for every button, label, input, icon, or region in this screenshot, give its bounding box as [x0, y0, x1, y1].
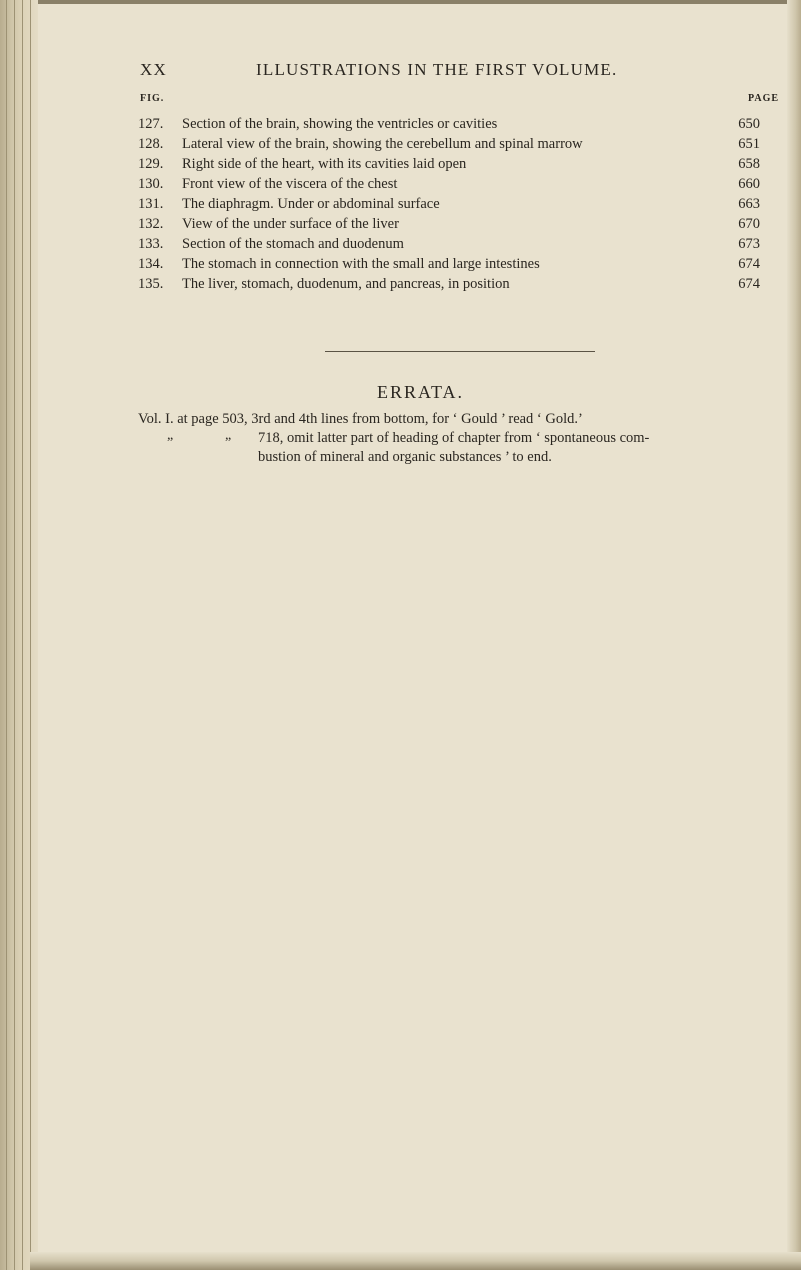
spine-line [22, 0, 23, 1270]
figure-number: 133. [138, 236, 164, 252]
figure-title: Lateral view of the brain, showing the cerebellum and spinal marrow [182, 136, 583, 152]
figure-title: Front view of the viscera of the chest [182, 176, 398, 192]
fig-column-heading: FIG. [140, 93, 165, 104]
figure-number: 132. [138, 216, 164, 232]
ditto-mark: „ [167, 428, 174, 443]
figure-title: The diaphragm. Under or abdominal surface [182, 196, 440, 212]
list-item [138, 116, 760, 136]
page-ref: 660 [738, 176, 760, 192]
page-ref: 674 [738, 256, 760, 272]
ditto-mark: „ [225, 428, 232, 443]
list-item [138, 136, 760, 156]
list-item [138, 256, 760, 276]
page-ref: 663 [738, 196, 760, 212]
page-ref: 673 [738, 236, 760, 252]
list-item [138, 276, 760, 296]
figure-number: 127. [138, 116, 164, 132]
figure-number: 134. [138, 256, 164, 272]
figure-title: View of the under surface of the liver [182, 216, 399, 232]
page-column-heading: PAGE [748, 93, 780, 104]
figure-number: 130. [138, 176, 164, 192]
figure-title: Right side of the heart, with its cavities laid open [182, 156, 467, 172]
list-item [138, 196, 760, 216]
page-ref: 651 [738, 136, 760, 152]
errata-line: 718, omit latter part of heading of chapter from ‘ spontaneous com- [258, 430, 650, 446]
figure-title: Section of the stomach and duodenum [182, 236, 404, 252]
list-item [138, 216, 760, 236]
page-right-edge [787, 0, 801, 1270]
page-ref: 674 [738, 276, 760, 292]
page-ref: 670 [738, 216, 760, 232]
page-bottom-edge [30, 1252, 801, 1270]
page-number: XX [140, 60, 167, 79]
list-item [138, 176, 760, 196]
page-ref: 650 [738, 116, 760, 132]
errata-line: Vol. I. at page 503, 3rd and 4th lines from bottom, for ‘ Gould ’ read ‘ Gold.’ [138, 411, 583, 427]
figure-number: 131. [138, 196, 164, 212]
figure-number: 135. [138, 276, 164, 292]
page-ref: 658 [738, 156, 760, 172]
page-top-edge [0, 0, 801, 4]
figure-number: 129. [138, 156, 164, 172]
running-title: ILLUSTRATIONS IN THE FIRST VOLUME. [256, 60, 618, 79]
spine-line [30, 0, 31, 1270]
figure-number: 128. [138, 136, 164, 152]
figure-title: The stomach in connection with the small and large intestines [182, 256, 540, 272]
section-divider [325, 351, 595, 352]
spine-line [14, 0, 15, 1270]
figure-title: The liver, stomach, duodenum, and pancreas, in position [182, 276, 510, 292]
spine-line [6, 0, 7, 1270]
figure-title: Section of the brain, showing the ventricles or cavities [182, 116, 498, 132]
errata-heading: ERRATA. [376, 382, 465, 402]
list-item [138, 156, 760, 176]
errata-line: bustion of mineral and organic substances ’ to end. [258, 449, 552, 465]
list-item [138, 236, 760, 256]
